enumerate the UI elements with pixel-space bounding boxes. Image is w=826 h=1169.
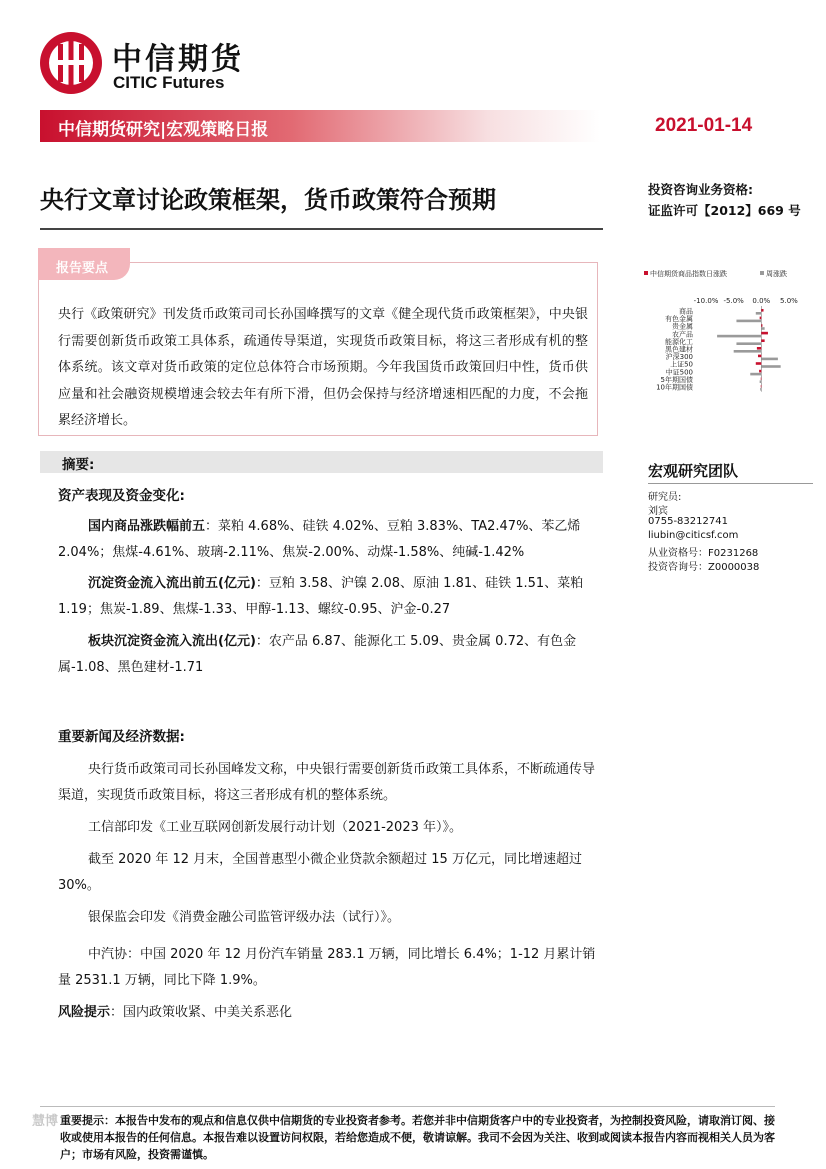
category-label: 黑色建材 (665, 345, 693, 354)
watermark: 慧博 (32, 1114, 59, 1129)
license-label: 投资咨询业务资格: (648, 182, 753, 197)
news-item: 工信部印发《工业互联网创新发展行动计划（2021-2023 年）》。 (88, 820, 462, 835)
commodity-label: 国内商品涨跌幅前五 (88, 519, 206, 534)
team-line: 刘宾 (648, 506, 668, 517)
category-label: 沪深300 (665, 353, 693, 362)
bar-daily (761, 377, 762, 380)
bar-daily (759, 370, 761, 373)
category-label: 5年期国债 (660, 375, 693, 384)
news-heading: 重要新闻及经济数据: (58, 729, 185, 745)
tick-label: 0.0% (752, 297, 771, 305)
legend-swatch (760, 271, 764, 275)
tick-label: 5.0% (780, 297, 798, 305)
bar-daily (761, 309, 763, 312)
bar-daily (758, 355, 761, 358)
brand-name-en: CITIC Futures (113, 73, 225, 92)
sector-text: ：农产品 6.87、能源化工 5.09、贵金属 0.72、有色金属-1.08、黑色建材-1.71 (58, 634, 577, 675)
bar-weekly (760, 380, 762, 383)
summary-tab-label: 报告要点 (56, 261, 109, 276)
risk-label: 风险提示 (58, 1005, 111, 1020)
bar-daily (761, 339, 764, 342)
category-label: 贵金属 (672, 322, 693, 331)
bar-weekly (736, 342, 761, 345)
commodity-text: ：菜粕 4.68%、硅铁 4.02%、豆粕 3.83%、TA2.47%、苯乙烯 2.04%；焦煤-4.61%、玻璃-2.11%、焦炭-2.00%、动煤-1.58%、纯碱-1.42% (58, 519, 581, 560)
bar-daily (757, 347, 761, 350)
category-label: 能源化工 (665, 337, 693, 346)
flow-text: ：豆粕 3.58、沪镍 2.08、原油 1.81、硅铁 1.51、菜粕 1.19；焦炭-1.89、焦煤-1.33、甲醇-1.13、螺纹-0.95、沪金-0.27 (58, 576, 584, 617)
citic-logo-icon (38, 30, 104, 96)
team-line: 从业资格号：F0231268 (648, 548, 759, 559)
news-item: 截至 2020 年 12 月末，全国普惠型小微企业贷款余额超过 15 万亿元，同比增速超过 30%。 (58, 852, 582, 893)
brand-name-cn: 中信期货 (112, 42, 244, 77)
bar-weekly (736, 320, 761, 323)
team-email: liubin@citicsf.com (648, 530, 739, 541)
bar-daily (760, 317, 762, 320)
page-title: 央行文章讨论政策框架，货币政策符合预期 (40, 186, 496, 214)
flow-paragraph (58, 571, 603, 623)
bar-weekly (760, 388, 761, 391)
category-label: 商品 (679, 307, 693, 316)
abstract-bar (40, 451, 603, 473)
team-line: 0755-83212741 (648, 516, 728, 527)
commodity-index-chart (640, 262, 810, 432)
legend-swatch (644, 271, 648, 275)
news-item: 中汽协：中国 2020 年 12 月份汽车销量 283.1 万辆，同比增长 6.4%；1-12 月累计销量 2531.1 万辆，同比下降 1.9%。 (58, 947, 596, 988)
report-series-title: 中信期货研究|宏观策略日报 (58, 120, 269, 140)
sector-label: 板块沉淀资金流入流出(亿元) (88, 634, 256, 649)
news-item: 央行货币政策司司长孙国峰发文称，中央银行需要创新货币政策工具体系，不断疏通传导渠道，实现货币政策目标，将这三者形成有机的整体系统。 (58, 762, 596, 803)
category-label: 10年期国债 (656, 383, 693, 392)
license-number: 证监许可【2012】669 号 (648, 203, 801, 218)
risk-paragraph (58, 1000, 603, 1026)
category-label: 有色金属 (665, 315, 693, 324)
footer-divider (40, 1106, 775, 1107)
category-label: 上证50 (670, 360, 693, 369)
title-divider (40, 228, 603, 230)
category-label: 中证500 (665, 368, 693, 377)
news-item: 银保监会印发《消费金融公司监管评级办法（试行）》。 (88, 910, 401, 925)
bar-weekly (750, 373, 761, 376)
report-date: 2021-01-14 (655, 115, 753, 136)
bar-daily (761, 385, 762, 388)
category-label: 农产品 (672, 330, 693, 339)
risk-text: ：国内政策收紧、中美关系恶化 (110, 1005, 293, 1020)
bar-weekly (734, 350, 762, 353)
bar-daily (761, 324, 762, 327)
bar-weekly (756, 312, 762, 315)
bar-weekly (717, 335, 761, 338)
team-line: 投资咨询号：Z0000038 (648, 562, 760, 573)
tick-label: -10.0% (693, 297, 719, 305)
bar-weekly (761, 365, 780, 368)
legend-entry: 中信期货商品指数日涨跌 (650, 270, 727, 278)
summary-text: 央行《政策研究》刊发货币政策司司长孙国峰撰写的文章《健全现代货币政策框架》，中央银行需要创新货币政策工具体系，疏通传导渠道，实现货币政策目标，将这三者形成有机的整体系统。该文章对货币政策的定位总体符合市场预期。今年我国货币政策回归中性，货币供应量和社会融资规模增速会较去年有所下滑，但仍会保持与经济增速相匹配的力度，不会拖累经济增长。 (58, 307, 588, 428)
legend-entry: 周涨跌 (766, 270, 787, 278)
tick-label: -5.0% (723, 297, 744, 305)
sector-paragraph (58, 629, 603, 681)
team-line: 研究员: (648, 492, 682, 503)
bar-daily (756, 362, 762, 365)
bar-daily (761, 332, 768, 335)
abstract-label: 摘要: (62, 457, 95, 473)
commodity-paragraph (58, 514, 603, 566)
bar-weekly (761, 327, 764, 330)
team-divider (648, 483, 813, 484)
bar-weekly (761, 358, 778, 361)
flow-label: 沉淀资金流入流出前五(亿元) (88, 576, 256, 591)
disclaimer-text: 重要提示：本报告中发布的观点和信息仅供中信期货的专业投资者参考。若您并非中信期货客户中的专业投资者，为控制投资风险，请取消订阅、接收或使用本报告的任何信息。本报告难以设置访问权限，若给您造成不便，敬请谅解。我司不会因为关注、收到或阅读本报告内容而视相关人员为客户；市场有风险，投资需谨慎。 (60, 1114, 775, 1161)
team-title: 宏观研究团队 (648, 462, 739, 480)
assets-heading: 资产表现及资金变化: (58, 488, 185, 504)
